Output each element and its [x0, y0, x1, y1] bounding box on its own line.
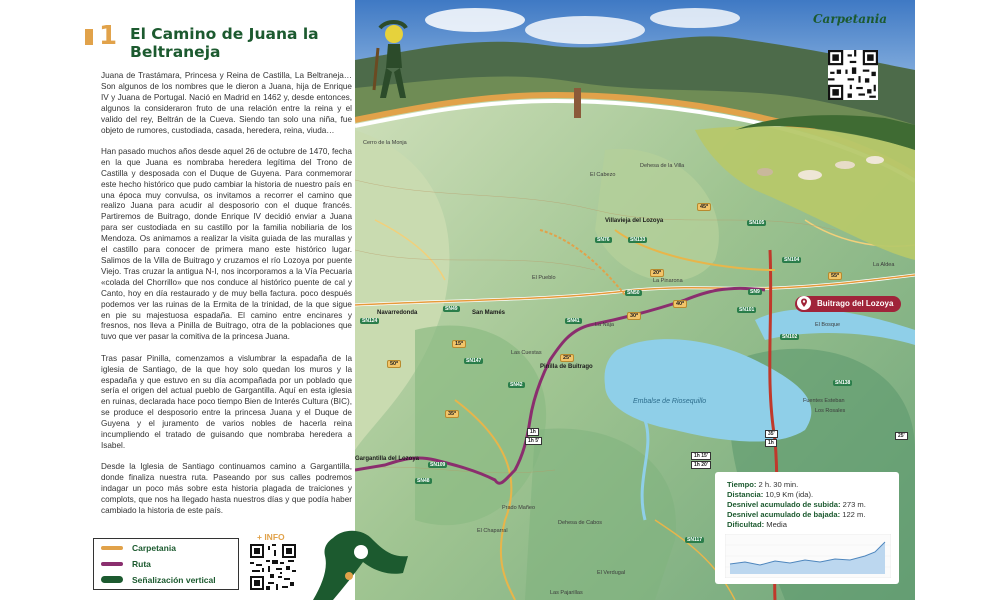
legend-label: Ruta — [132, 558, 151, 569]
stat-difficulty: Dificultad: Media — [727, 520, 787, 529]
brand-logo: Carpetania — [813, 12, 888, 26]
road-sign: SN101 — [739, 307, 755, 313]
route-number: 1 — [99, 21, 118, 51]
text-panel — [85, 15, 355, 600]
road-sign: SN50 — [627, 290, 640, 296]
road-sign: SN147 — [466, 358, 482, 364]
place-label: Cerro de la Monja — [363, 140, 407, 146]
place-label: Prado Mañeo — [502, 505, 536, 511]
paragraph: Juana de Trastámara, Princesa y Reina de Castilla, La Beltraneja… Son algunos de los nombres que le dieron a Juana, hija de Enrique IV y Juana de Portugal. Nació en Madrid en 1462 y, desde entonces, algunos la consideraron fruto de una relación entre la reina y el valido del rey, Beltrán de la Cueva. Siendo tan solo una niña, fue objeto de rumores, custodiada, casada, heredera, reina, viuda… — [101, 71, 352, 135]
road-sign: SN49 — [445, 306, 458, 312]
distance-marker: 30º — [627, 312, 641, 320]
stat-descent: Desnivel acumulado de bajada: 122 m. — [727, 510, 866, 519]
time-marker: 1h 5' — [525, 437, 542, 445]
body-text — [101, 71, 352, 527]
hiker-logo-icon — [370, 20, 416, 102]
time-marker: 1h — [527, 428, 539, 436]
page-title: El Camino de Juana la Beltraneja — [130, 25, 319, 61]
place-label: Fuentes Esteban — [803, 398, 845, 404]
time-marker: 1h 15' — [691, 452, 711, 460]
town-label: San Mamés — [472, 310, 506, 316]
place-label: La Pinarona — [653, 278, 683, 284]
legend-swatch — [101, 576, 123, 583]
place-label: Los Rosales — [815, 408, 846, 414]
stat-time: Tiempo: 2 h. 30 min. — [727, 480, 799, 489]
place-label: El Bosque — [815, 322, 841, 328]
road-sign: SN9 — [750, 289, 760, 295]
road-sign: SN138 — [835, 380, 851, 386]
road-sign: SN42 — [510, 382, 523, 388]
place-label: El Chaparral — [477, 528, 508, 534]
qr-code-icon — [828, 50, 878, 100]
road-sign: SN41 — [567, 318, 580, 324]
legend-label: Señalización vertical — [132, 574, 216, 585]
road-sign: SN109 — [430, 462, 446, 468]
place-label: El Pueblo — [532, 275, 556, 281]
legend-swatch — [101, 562, 123, 566]
number-accent-bar — [85, 29, 93, 45]
legend-item-carpetania — [94, 540, 238, 555]
time-marker: 1h — [765, 439, 777, 447]
place-label: Las Cuestas — [511, 350, 542, 356]
paragraph: Desde la Iglesia de Santiago continuamos camino a Gargantilla, donde finaliza nuestra ruta. Paseando por sus calles podremos indagar un poco más sobre esta historia plagada de traiciones y complots, que nos ha llegado hasta nuestros días y que podía haber cambiado la historia de este país. — [101, 462, 352, 516]
place-label: Dehesa de la Villa — [640, 163, 685, 169]
reservoir-label: Embalse de Riosequillo — [633, 398, 707, 405]
distance-marker: 25º — [560, 354, 574, 362]
stat-distance: Distancia: 10,9 Km (ida). — [727, 490, 814, 499]
time-marker: 25' — [895, 432, 908, 440]
place-label: Las Pajarillas — [550, 590, 583, 596]
legend-swatch — [101, 546, 123, 550]
place-label: La Naja — [595, 322, 614, 328]
road-sign: SN48 — [417, 478, 430, 484]
distance-marker: 45º — [697, 203, 711, 211]
road-sign: SN76 — [597, 237, 610, 243]
legend — [93, 538, 239, 590]
time-marker: 35' — [765, 430, 778, 438]
town-label: Gargantilla del Lozoya — [355, 456, 420, 462]
road-sign: SN105 — [749, 220, 765, 226]
legend-label: Carpetania — [132, 542, 176, 553]
paragraph: Han pasado muchos años desde aquel 26 de octubre de 1470, fecha en la que Juana es nombraba heredera legítima del Trono de Castilla y desposada con el Duque de Guyena. Para conmemorar este hecho histórico que pudo cambiar la historia de nuestro país en una época muy convulsa, os invitamos a recorrer el camino que realizo Juana para acudir al desposorio con el duque francés. Partiremos de Buitrago, donde Enrique IV decidió enviar a Juana para ser custodiada en su castillo por la familia nobiliaria de los Mendoza. Os animamos a realizar la visita guiada de las murallas y el castillo para conocer de primera mano este histórico lugar. Salimos de la Villa de Buitrago y cruzamos el río Lozoya por puente Viejo. Tras cruzar la antigua N-I, nos incorporamos a la Vía Pecuaria «colada del Chorrillo» que nos conduce al histórico puente de cal y Canto, hoy en día restaurado y de muy bella factura. poco después podemos ver las ruinas de la Ermita de la trinidad, de la que sigue en pie su majestuosa espadaña. El camino entre encinares y fresnos, nos lleva a Pinilla de Buitrago, otra de la poblaciones que tuvo que ver pasar la comitiva de la princesa Juana. — [101, 146, 352, 342]
town-label: Villavieja del Lozoya — [605, 218, 664, 224]
place-label: Dehesa de Cabos — [558, 520, 603, 526]
stat-ascent: Desnivel acumulado de subida: 273 m. — [727, 500, 866, 509]
place-label: El Cabezo — [590, 172, 616, 178]
distance-marker: 40º — [673, 300, 687, 308]
distance-marker: 50º — [387, 360, 401, 368]
distance-marker: 15º — [452, 340, 466, 348]
road-sign: SN133 — [630, 237, 646, 243]
right-margin — [915, 0, 1000, 600]
legend-item-senalizacion — [94, 572, 238, 587]
distance-marker: 20º — [650, 269, 664, 277]
road-sign: SN124 — [362, 318, 378, 324]
legend-item-ruta — [94, 556, 238, 571]
town-label: Navarredonda — [377, 310, 418, 316]
distance-marker: 55º — [828, 272, 842, 280]
distance-marker: 35º — [445, 410, 459, 418]
section-number — [85, 23, 117, 49]
qr-code-icon — [250, 544, 296, 590]
elevation-profile — [725, 534, 891, 578]
place-label: La Aldea — [873, 262, 895, 268]
time-marker: 1h 20' — [691, 461, 711, 469]
road-sign: SN117 — [687, 537, 703, 543]
map-pin-icon — [797, 296, 811, 310]
road-sign: SN104 — [784, 257, 800, 263]
town-label: Pinilla de Buitrago — [540, 364, 593, 370]
road-sign: SN102 — [782, 334, 798, 340]
map-qr-code[interactable] — [828, 50, 878, 100]
place-label: El Verdugal — [597, 570, 626, 576]
paragraph: Tras pasar Pinilla, comenzamos a vislumbrar la espadaña de la iglesia de Santiago, de la que hoy solo quedan los muros y la espadaña y que estuvo en su día acompañada por un poblado que sería el origen del actual pueblo de Gargantilla. Aquí en esta iglesia en ruinas, declarada hace poco tiempo Bien de Interés Cultura (BIC), se produce el desposorio entre la princesa Juana y el Duque de Guyena y el juramento de varios nobles de hacerla reina incumpliendo el tratado de guisando que nombraba heredera a Isabel. — [101, 353, 352, 450]
info-qr-code[interactable] — [250, 544, 296, 590]
info-label: + INFO — [257, 532, 285, 542]
location-label: Buitrago del Lozoya — [795, 296, 901, 312]
hiker-emblem-icon — [313, 528, 413, 600]
route-stats-panel — [715, 472, 899, 584]
